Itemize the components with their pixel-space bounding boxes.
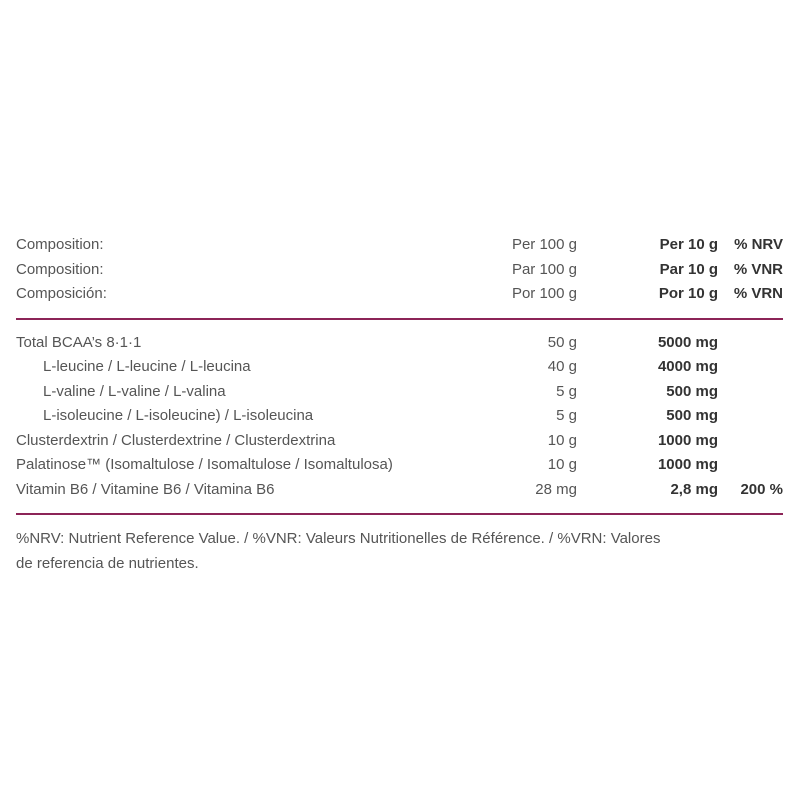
header-nrv: % VNR: [733, 260, 783, 278]
header-row-en: [16, 233, 783, 258]
row-per100: 10 g: [547, 431, 577, 449]
row-per100: 10 g: [547, 456, 577, 473]
header-nrv: % VRN: [733, 285, 783, 302]
header-per10: Per 10 g: [659, 236, 718, 253]
header-label: Composición:: [16, 285, 107, 302]
header-label: Composition:: [16, 260, 104, 278]
table-row: [16, 453, 783, 478]
row-per10: 4000 mg: [657, 358, 718, 375]
header-per10: Por 10 g: [658, 285, 718, 302]
table-row: [16, 331, 783, 356]
row-label: L-leucine / L-leucine / L-leucina: [43, 358, 251, 375]
row-per10: 1000 mg: [657, 456, 718, 473]
row-per100: 5 g: [556, 407, 577, 424]
row-per10: 5000 mg: [657, 333, 718, 351]
header-row-fr: [16, 258, 783, 283]
row-per10: 1000 mg: [657, 431, 718, 449]
header-per100: Por 100 g: [511, 285, 577, 302]
footnote: %NRV: Nutrient Reference Value. / %VNR: Valeurs Nutritionelles de Référence. / %VRN: Valores de referencia de nutrientes.: [16, 530, 661, 572]
header-per10: Par 10 g: [659, 260, 718, 278]
table-row: [16, 355, 783, 380]
row-per100: 50 g: [547, 333, 577, 351]
table-row: [16, 380, 783, 405]
row-label: Vitamin B6 / Vitamine B6 / Vitamina B6: [16, 480, 275, 498]
nutrition-table: [16, 233, 783, 576]
row-label: Total BCAA’s 8·1·1: [16, 333, 142, 351]
divider-bottom: [16, 513, 783, 515]
table-row: [16, 429, 783, 454]
header-per100: Par 100 g: [511, 260, 577, 278]
header-row-es: [16, 282, 783, 307]
header-nrv: % NRV: [734, 236, 783, 253]
header-per100: Per 100 g: [511, 236, 577, 253]
row-per10: 500 mg: [666, 407, 718, 424]
table-row: [16, 478, 783, 503]
row-label: Palatinose™ (Isomaltulose / Isomaltulose / Isomaltulosa): [16, 456, 393, 473]
divider-top: [16, 318, 783, 320]
row-nrv: 200 %: [740, 480, 783, 498]
row-per100: 5 g: [556, 382, 577, 400]
row-per10: 2,8 mg: [670, 480, 718, 498]
table-row: [16, 404, 783, 429]
row-label: Clusterdextrin / Clusterdextrine / Clusterdextrina: [16, 431, 336, 449]
row-per100: 40 g: [547, 358, 577, 375]
row-label: L-isoleucine / L-isoleucine) / L-isoleucina: [43, 407, 314, 424]
row-label: L-valine / L-valine / L-valina: [43, 382, 226, 400]
row-per10: 500 mg: [666, 382, 718, 400]
header-label: Composition:: [16, 236, 104, 253]
row-per100: 28 mg: [535, 480, 577, 498]
